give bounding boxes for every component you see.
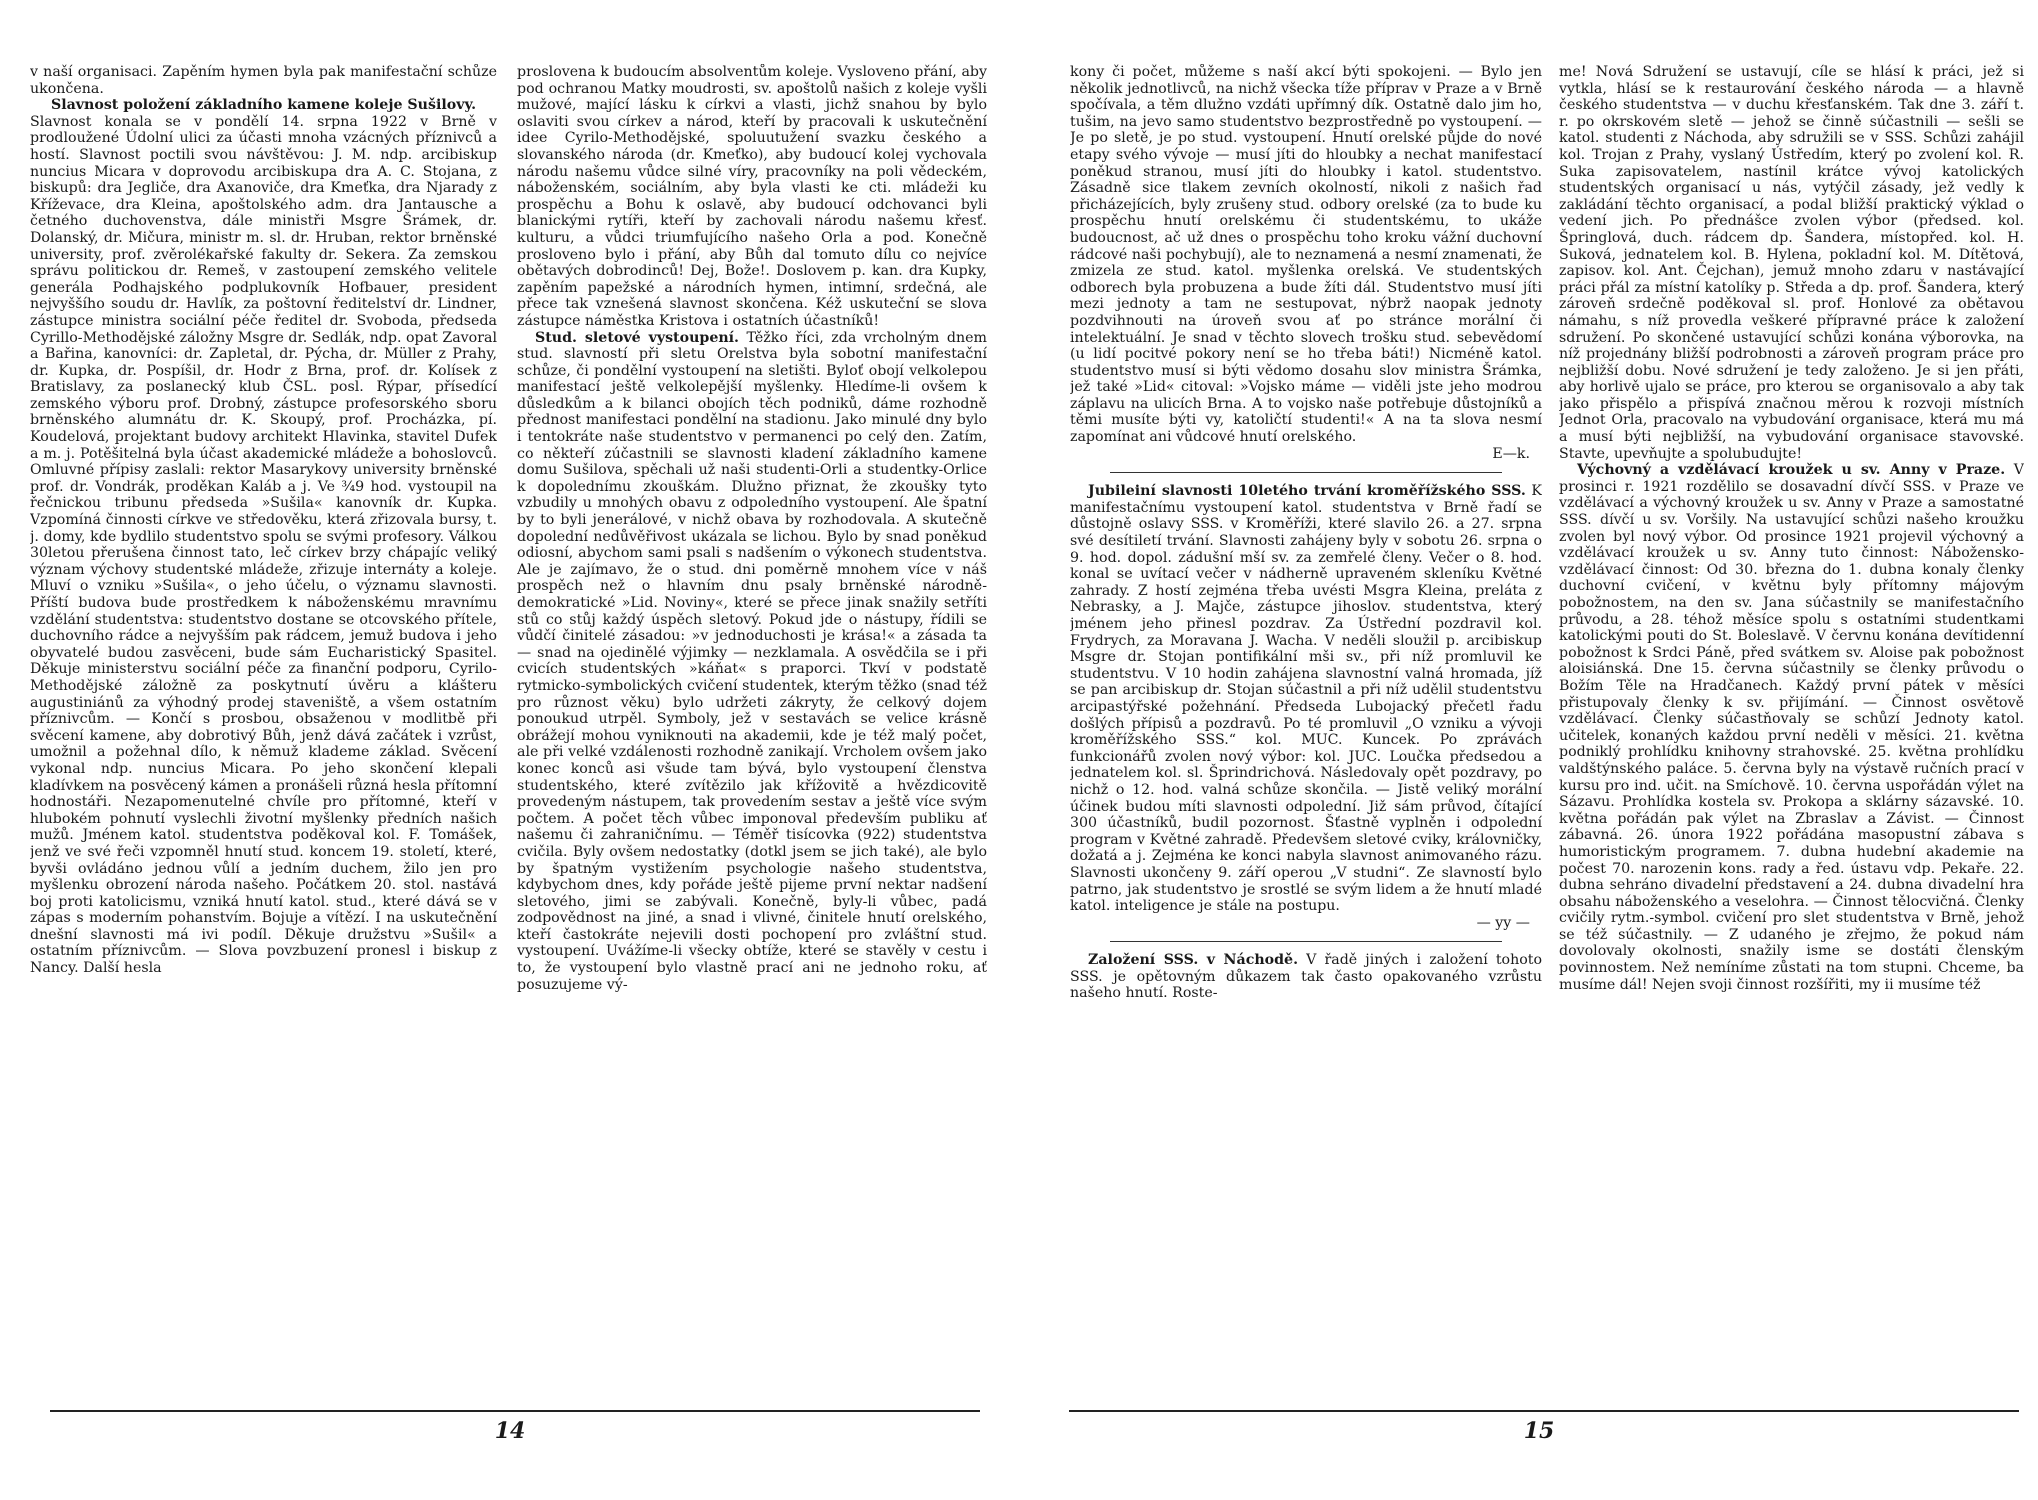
right-page-column-2 xyxy=(1559,64,2024,1404)
section-heading: Stud. sletové vystoupení. xyxy=(535,329,739,346)
paragraph: me! Nová Sdružení se ustavují, cíle se hlásí k práci, jež si vytkla, hlásí se k restaurování českého národa — a hlavně českého studentstva — v duchu křesťanském. Tak dne 3. září t. r. po okrskovém sletě — jehož se činně súčastnili — sešli se katol. studenti z Náchoda, aby sdružili se v SSS. Schůzi zahájil kol. Trojan z Prahy, vyslaný Ústředím, který po zvolení kol. R. Suka zapisovatelem, nastínil krátce vývoj katolických studentských organisací u nás, vytýčil zásady, jež vedly k zakládání těchto organisací, a podal bližší praktický výklad o vedení jich. Po přednášce zvolen výbor (předsed. kol. Špringlová, duch. rádcem dp. Šandera, místopřed. kol. H. Suková, jednatelem kol. B. Hylena, pokladní kol. M. Dítětová, zapisov. kol. Ant. Čejchan), jemuž mnoho zdaru v nastávající práci přál za místní katolíky p. Středa a dp. prof. Šandera, který zároveň srdečně poděkoval sl. prof. Honlové za obětavou námahu, s níž provedla veškeré přípravné práce k založení sdružení. Po skončené ustavující schůzi konána výborovka, na níž projednány bližší podrobnosti a zároveň program práce pro nejbližší dobu. Nové sdružení je tedy založeno. Je si jen přáti, aby horlivě ujalo se práce, pro kterou se organisovalo a aby tak jako přispělo a přispívá značnou měrou k rozvoji místních Jednot Orla, pracovalo na vybudování organisace, která mu má a musí býti nejbližší, na vybudování organisace stavovské. Stavte, upevňujte a spolubudujte! xyxy=(1559,64,2024,462)
separator-rule xyxy=(1110,941,1502,942)
footer-rule xyxy=(1069,1410,2019,1412)
separator-rule xyxy=(1110,472,1502,473)
paragraph-with-heading xyxy=(517,330,987,994)
paragraph-body: V řadě jiných i založení tohoto SSS. je opětovným důkazem tak často opakovaného vzrůstu našeho hnutí. Roste- xyxy=(1070,952,1542,1002)
section-heading: Jubileiní slavnosti 10letého trvání kroměřížského SSS. xyxy=(1088,483,1526,500)
left-page-column-1 xyxy=(30,64,497,1404)
footer-rule xyxy=(50,1410,980,1412)
right-page-column-1 xyxy=(1070,64,1542,1404)
signature: — yy — xyxy=(1476,914,1530,931)
signature: E—k. xyxy=(1492,445,1530,462)
paragraph: kony či počet, můžeme s naší akcí býti spokojeni. — Bylo jen několik jednotlivců, na nichž všecka tíže příprav v Praze a v Brně spočívala, a těm dlužno vzdáti upřímný dík. Ostatně dalo jim ho, tušim, na jevo samo studentstvo bezprostředně po vystoupení. — Je po sletě, je po stud. vystoupení. Hnutí orelské půjde do nové etapy svého vývoje — musí jíti do hloubky a nechat manifestací poněkud stranou, musí jíti do hloubky i katol. studentstvo. Zásadně sice tlakem zevních okolností, nikoli z našich řad přicházejících, byly zrušeny stud. odbory orelské (za to bude ku prospěchu hnutí orelskému či studentskému, to ukáže budoucnost, ač už dnes o prospěchu toho kroku vážní duchovní rádcové naši pochybují), ale to neznamená a nesmí znamenati, že zmizela ze stud. katol. myšlenka orelská. Ve studentských odborech byla probuzena a bude žíti dál. Studentstvo musí jíti mezi jednoty a tam ne sestupovat, nýbrž naopak jednoty pozdvihnouti na úroveň svou ať po stránce morální či intelektuální. Je snad v těchto slovech trošku stud. sebevědomí (u lidí pocitvé pokory není se ho třeba báti!) Nicméně katol. studentstvo musí si býti vědomo dosahu slov ministra Šrámka, jež také »Lid« citoval: »Vojsko máme — viděli jste jeho modrou záplavu na ulicích Brna. A to vojsko naše potřebuje důstojníků a těmi musíte býti vy, katoličtí studenti!« A na ta slova nesmí zapomínat ani vůdcové hnutí orelského. xyxy=(1070,64,1542,446)
paragraph: v naší organisaci. Zapěním hymen byla pak manifestační schůze ukončena. xyxy=(30,64,497,97)
paragraph-body: V prosinci r. 1921 rozdělilo se dosavadní dívčí SSS. v Praze ve vzdělávací a výchovný kroužek u sv. Anny v Praze a samostatné SSS. dívčí u sv. Voršily. Na ustavující schůzi našeho kroužku zvolen byl nový výbor. Od prosince 1921 projevil výchovný a vzdělávací kroužek u sv. Anny tuto činnost: Nábožensko-vzdělávací činnost: Od 30. března do 1. dubna konaly členky duchovní cvičení, v květnu byly přítomny májovým pobožnostem, na den sv. Jana súčastnily se manifestačního průvodu, a 28. téhož měsíce spolu s ostatními studentkami katolickými pouti do St. Boleslavě. V červnu konána devítidenní pobožnost k Srdci Páně, před svátkem sv. Aloise pak pobožnost aloisiánská. Dne 15. června súčastnily se členky průvodu o Božím Těle na Hradčanech. Každý první pátek v měsíci přistupovaly členky k sv. přijímání. — Činnost osvětově vzdělávací. Členky súčastňovaly se schůzí Jednoty katol. učitelek, konaných každou první neděli v měsíci. 21. května podniklý prohlídku knihovny strahovské. 25. května prohlídku valdštýnského paláce. 5. června byly na výstavě ručních prací v kursu pro ind. učit. na Smíchově. 10. června uspořádán výlet na Sázavu. Prohlídka kostela sv. Prokopa a sklárny sázavské. 10. května pořádán pak výlet na Zbraslav a Závist. — Činnost zábavná. 26. února 1922 pořádána masopustní zábava s humoristickým programem. 7. dubna hudební akademie na počest 70. narozenin kons. rady a řed. ústavu vdp. Pekaře. 22. dubna sehráno divadelní představení a 24. dubna divadelní hra obsahu náboženského a veselohra. — Činnost tělocvičná. Členky cvičily rytm.-symbol. cvičení pro slet studentstva v Brně, jehož se též súčastnily. — Z udaného je zřejmo, že pokud nám dovolovaly okolnosti, snažily isme se dostáti členským povinnostem. Než nemíníme zůstati na tom stupni. Chceme, ba musíme dál! Nejen svoji činnost rozšířiti, my ii musíme též xyxy=(1559,462,2024,993)
paragraph: proslovena k budoucím absolventům koleje. Vysloveno přání, aby pod ochranou Matky moudrosti, sv. apoštolů našich z koleje vyšli mužové, mající lásku k církvi a vlasti, jichž snahou by bylo oslaviti svou církev a národ, kteří by pracovali k uskutečnění idee Cyrilo-Methodějské, spoluutužení svazku českého a slovanského národa (dr. Kmeťko), aby budoucí kolej vychovala národu našemu vůdce silné víry, pracovníky na poli vědeckém, náboženském, sociálním, aby byla vlasti ke cti. mládeži ku prospěchu a Bohu k oslavě, aby budoucí odchovanci byli blanickými rytíři, kteří by zachovali národu našemu křesť. kulturu, a vůdci triumfujícího našeho Orla a pod. Konečně prosloveno bylo i přání, aby Bůh dal tomuto dílu co nejvíce obětavých dobrodinců! Dej, Bože!. Doslovem p. kan. dra Kupky, zapěním papežské a národních hymen, intimní, srdečná, ale přece tak vznešená slavnost skončena. Kéž uskuteční se slova zástupce náměstka Kristova i ostatních účastníků! xyxy=(517,64,987,329)
page-number: 14 xyxy=(494,1418,526,1444)
paragraph: Slavnost konala se v pondělí 14. srpna 1922 v Brně v prodloužené Údolní ulici za účasti mnoha vzácných příznivců a hostí. Slavnost poctili svou návštěvou: J. M. ndp. arcibiskup nuncius Micara v doprovodu arcibiskupa dra A. C. Stojana, z biskupů: dra Jegliče, dra Axanoviče, dra Kmeťka, dra Njarady z Kříževace, dra Kleina, apoštolského adm. dra Jantausche a četného duchovenstva, dále ministři Msgre Šrámek, dr. Dolanský, dr. Mičura, ministr m. sl. dr. Hruban, rektor brněnské university, prof. zvěrolékařské fakulty dr. Sekera. Za zemskou správu politickou dr. Remeš, v zastoupení zemského velitele generála Podhajského podplukovník Hofbauer, president nejvyššího soudu dr. Havlík, za poštovní ředitelství dr. Lindner, zástupce ministra sociální péče ředitel dr. Svoboda, předseda Cyrillo-Methodějské záložny Msgre dr. Sedlák, ndp. opat Zavoral a Bařina, kanovníci: dr. Zapletal, dr. Pýcha, dr. Müller z Prahy, dr. Kupka, dr. Pospíšil, dr. Hodr z Brna, prof. dr. Kolísek z Bratislavy, za poslanecký klub ČSL. posl. Rýpar, přísedící zemského výboru prof. Drobný, zástupce profesorského sboru brněnského alumnátu dr. K. Skoupý, prof. Procházka, pí. Koudelová, projektant budovy architekt Hlavinka, stavitel Dufek a m. j. Potěšitelná byla účast akademické mládeže a bohoslovců. Omluvné přípisy zaslali: rektor Masarykovy university brněnské prof. dr. Vondrák, proděkan Kaláb a j. Ve ³⁄₄9 hod. vystoupil na řečnickou tribunu předseda »Sušila« kanovník dr. Kupka. Vzpomíná činnosti církve ve středověku, která zřizovala bursy, t. j. domy, kde bydlilo studentstvo spolu se svými profesory. Válkou 30letou přerušena činnost tato, leč církev brzy chápajíc veliký význam výchovy studentské mládeže, zřizuje internáty a koleje. Mluví o vzniku »Sušila«, o jeho účelu, o významu slavnosti. Příští budova bude prostředkem k náboženskému mravnímu vzdělání studentstva: studentstvo dostane se otcovského přítele, duchovního rádce a nejvyšším pak rádcem, jemuž budova i jeho obyvatelé budou zasvěceni, bude sám Eucharistický Spasitel. Děkuje ministerstvu sociální péče za finanční podporu, Cyrilo-Methodějské záložně za poskytnutí úvěru a klášteru augustiniánů za výhodný prodej staveniště, a všem ostatním příznivcům. — Končí s prosbou, obsaženou v modlitbě při svěcení kamene, aby dobrotivý Bůh, jenž dává začátek i vzrůst, umožnil a požehnal dílo, k němuž klademe základ. Svěcení vykonal ndp. nuncius Micara. Po jeho skončení klepali kladívkem na posvěcený kámen a pronášeli různá hesla přítomní hodnostáři. Nezapomenutelné chvíle pro přítomné, kteří v hlubokém pohnutí vyslechli životní myšlenky předních našich mužů. Jménem katol. studentstva poděkoval kol. F. Tomášek, jenž ve své řeči vzpomněl hnutí stud. koncem 19. století, které, byvši ovládáno jednou vůlí a jedním duchem, žilo jen pro myšlenku obrození národa našeho. Počátkem 20. stol. nastává boj proti katolicismu, vzniká hnutí katol. stud., které dává se v zápas s moderním pohanstvím. Bojuje a vítězí. I na uskutečnění dnešní slavnosti má ivi podíl. Děkuje družstvu »Sušil« a ostatním příznivcům. — Slova povzbuzení pronesl i biskup z Nancy. Další hesla xyxy=(30,113,497,977)
paragraph-with-heading xyxy=(1070,483,1542,914)
left-page-column-2 xyxy=(517,64,987,1404)
paragraph-body: K manifestačnímu vystoupení katol. studentstva v Brně řadí se důstojně oslavy SSS. v Kroměříži, které slavilo 26. a 27. srpna své desítiletí trvání. Slavnosti zahájeny byly v sobotu 26. srpna o 9. hod. dopol. zádušní mší sv. za zemřelé členy. Večer o 8. hod. konal se uvítací večer v nádherně upraveném skleníku Květné zahrady. Z hostí zejména třeba uvésti Msgra Kleina, preláta z Nebrasky, a J. Majče, zástupce jihoslov. studentstva, který jménem jeho přinesl pozdrav. Za Ústřední pozdravil kol. Frydrych, za Moravana J. Wacha. V neděli sloužil p. arcibiskup Msgre dr. Stojan pontifikální mši sv., při níž promluvil ke studentstvu. V 10 hodin zahájena slavnostní valná hromada, jíž se pan arcibiskup dr. Stojan súčastnil a při níž udělil studentstvu arcipastýřské požehnání. Předseda Lubojacký přečetl řadu došlých přípisů a pozdravů. Po té promluvil „O vzniku a vývoji kroměřížského SSS.“ kol. MUC. Kuncek. Po zprávách funkcionářů zvolen nový výbor: kol. JUC. Loučka předsedou a jednatelem kol. sl. Šprindrichová. Následovaly opět pozdravy, po nichž o 12. hod. valná schůze skončila. — Jistě veliký morální účinek budou míti slavnosti odpolední. Již sám průvod, čítající 300 účastníků, budil pozornost. Šťastně vyplněn i odpolední program v Květné zahradě. Předevšem sletové cviky, královničky, dožatá a j. Zejména ke konci nabyla slavnost animovaného rázu. Slavnosti ukončeny 9. září operou „V studni“. Ze slavností bylo patrno, jak studentstvo je srostlé se svým lidem a že hnutí mladé katol. inteligence je stále na postupu. xyxy=(1070,483,1542,915)
paragraph-with-heading xyxy=(1559,462,2024,993)
page-number: 15 xyxy=(1523,1418,1555,1444)
section-heading: Výchovný a vzdělávací kroužek u sv. Anny v Praze. xyxy=(1577,462,2006,479)
paragraph-body: Těžko říci, zda vrcholným dnem stud. slavností při sletu Orelstva byla sobotní manifestační schůze, či pondělní vystoupení na sletišti. Byloť obojí velkolepou manifestací ještě velkolepější myšlenky. Hledíme-li ovšem k důsledkům a k bilanci obojích těch podniků, dáme rozhodně přednost manifestaci pondělní na stadionu. Jako minulé dny bylo i tentokráte naše studentstvo v permanenci po celý den. Zatím, co někteří zúčastnili se slavnosti kladení základního kamene domu Sušilova, spěchali už naši studenti-Orli a studentky-Orlice k dopolednímu zkouškám. Dlužno přiznat, že zkoušky tyto vzbudily u mnohých obavu z odpoledního vystoupení. Ale špatní by to byli jenerálové, v nichž obava by rozhodovala. A skutečně dopolední nedůvěřivost ukázala se lichou. Bylo by snad poněkud odiosní, abychom sami psali s nadšením o výkonech studentstva. Ale je zajímavo, že o stud. dni poměrně mnohem více v náš prospěch než o hlavním dnu psaly brněnské národně-demokratické »Lid. Noviny«, které se přece jinak snažily setříti stů co stůj každý úspěch sletový. Pokud jde o nástupy, řídili se vůdčí činitelé zásadou: »v jednoduchosti je krása!« a zásada ta — snad na ojedinělé výjimky — nezklamala. A osvědčila se i při cvicích studentských »káňat« s praporci. Tkví v podstatě rytmicko-symbolických cvičení studentek, kterým těžko (snad též pro různost věku) bylo udržeti zákryty, že celkový dojem ponoukud utrpěl. Symboly, jež v sestavách se velice krásně obrážejí mohou vyniknouti na akademii, kde je též malý počet, ale při velké vzdálenosti rozhodně zanikají. Vrcholem ovšem jako konec konců asi všude tam bývá, bylo vystoupení členstva studentského, které zvítězilo jak křížovitě a hvězdicovitě provedeným nástupem, tak provedením sestav a ještě více svým počtem. A počet těch vůbec imponoval především publiku ať našemu či zahraničnímu. — Téměř tisícovka (922) studentstva cvičila. Byly ovšem nedostatky (dotkl jsem se jich také), ale bylo by špatným vystižením psychologie našeho studentstva, kdybychom dnes, kdy pořáde ještě pijeme první nektar nadšení sletového, jimi se zabývali. Konečně, byly-li vůbec, padá zodpovědnost na jiné, a snad i vlivné, činitele hnutí orelského, kteří častokráte nejevili dosti pochopení pro zvláštní stud. vystoupení. Uvážíme-li všecky obtíže, které se stavěly v cestu i to, že vystoupení bylo vlastně prací ani ne jednoho roku, ať posuzujeme vý- xyxy=(517,329,987,993)
paragraph-with-heading xyxy=(1070,952,1542,1002)
section-heading: Slavnost položení základního kamene koleje Sušilovy. xyxy=(50,97,477,114)
section-heading: Založení SSS. v Náchodě. xyxy=(1088,952,1299,969)
right-page xyxy=(1019,0,2038,1500)
